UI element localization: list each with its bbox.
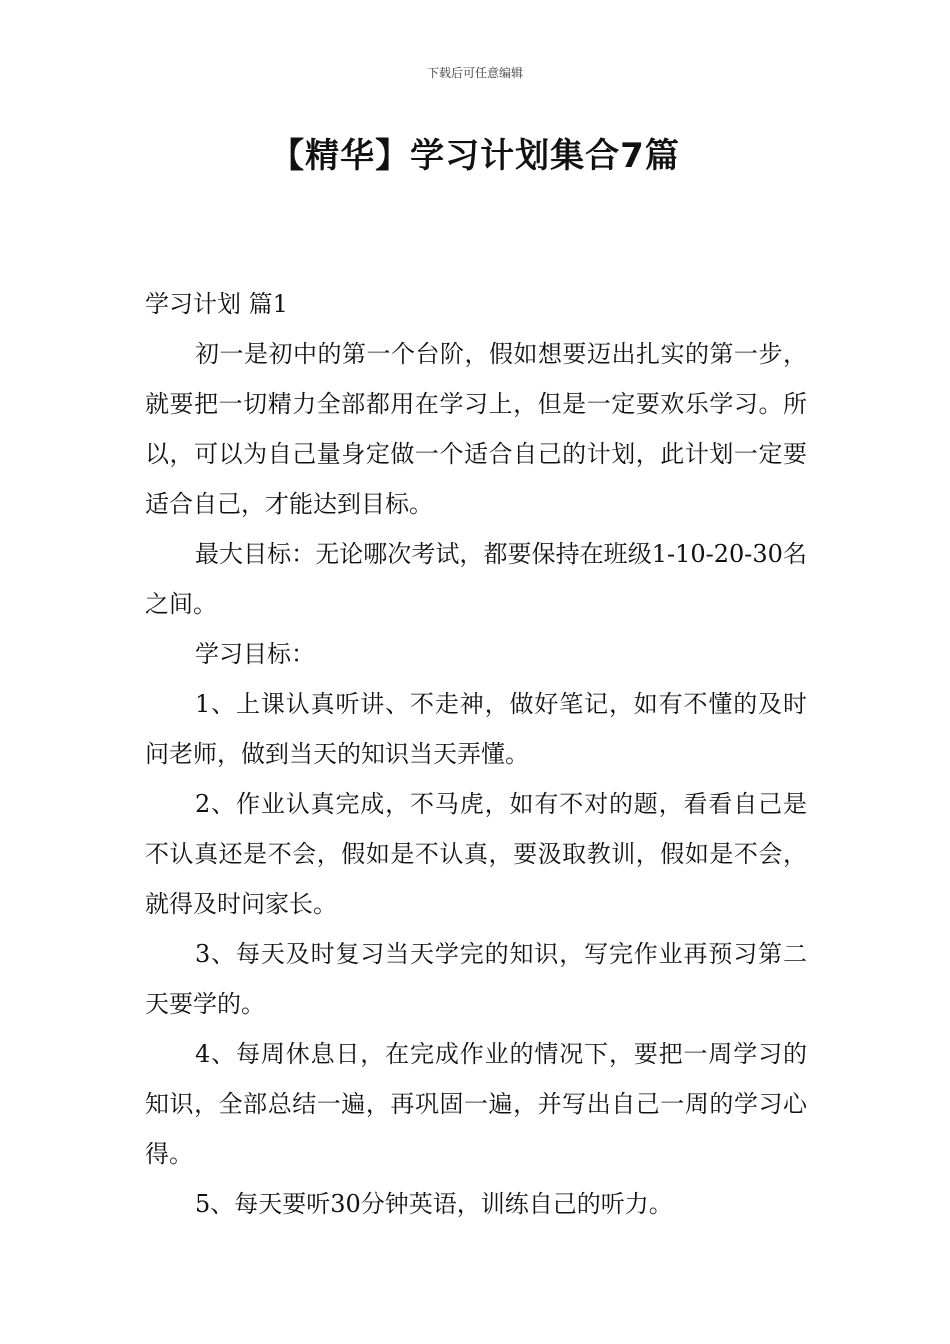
- document-title: 【精华】学习计划集合7篇: [270, 136, 680, 176]
- paragraph-goal-3: 3、每天及时复习当天学完的知识，写完作业再预习第二天要学的。: [145, 940, 807, 1018]
- section-heading: 学习计划 篇1: [145, 290, 288, 318]
- paragraph-goal-4: 4、每周休息日，在完成作业的情况下，要把一周学习的知识，全部总结一遍，再巩固一遍，并写出自己一周的学习心得。: [145, 1040, 807, 1168]
- page-header-note: 下载后可任意编辑: [426, 66, 523, 80]
- paragraph-study-goals-label: 学习目标：: [195, 640, 315, 668]
- paragraph-max-goal: 最大目标：无论哪次考试，都要保持在班级1-10-20-30名之间。: [145, 540, 807, 618]
- paragraph-intro: 初一是初中的第一个台阶，假如想要迈出扎实的第一步，就要把一切精力全部都用在学习上，但是一定要欢乐学习。所以，可以为自己量身定做一个适合自己的计划，此计划一定要适合自己，才能达到目标。: [145, 340, 807, 518]
- paragraph-goal-5: 5、每天要听30分钟英语，训练自己的听力。: [195, 1190, 673, 1218]
- paragraph-goal-2: 2、作业认真完成，不马虎，如有不对的题，看看自己是不认真还是不会，假如是不认真，要汲取教训，假如是不会，就得及时问家长。: [145, 790, 807, 918]
- paragraph-goal-1: 1、上课认真听讲、不走神，做好笔记，如有不懂的及时问老师，做到当天的知识当天弄懂。: [145, 690, 807, 768]
- document-body: [145, 279, 807, 1229]
